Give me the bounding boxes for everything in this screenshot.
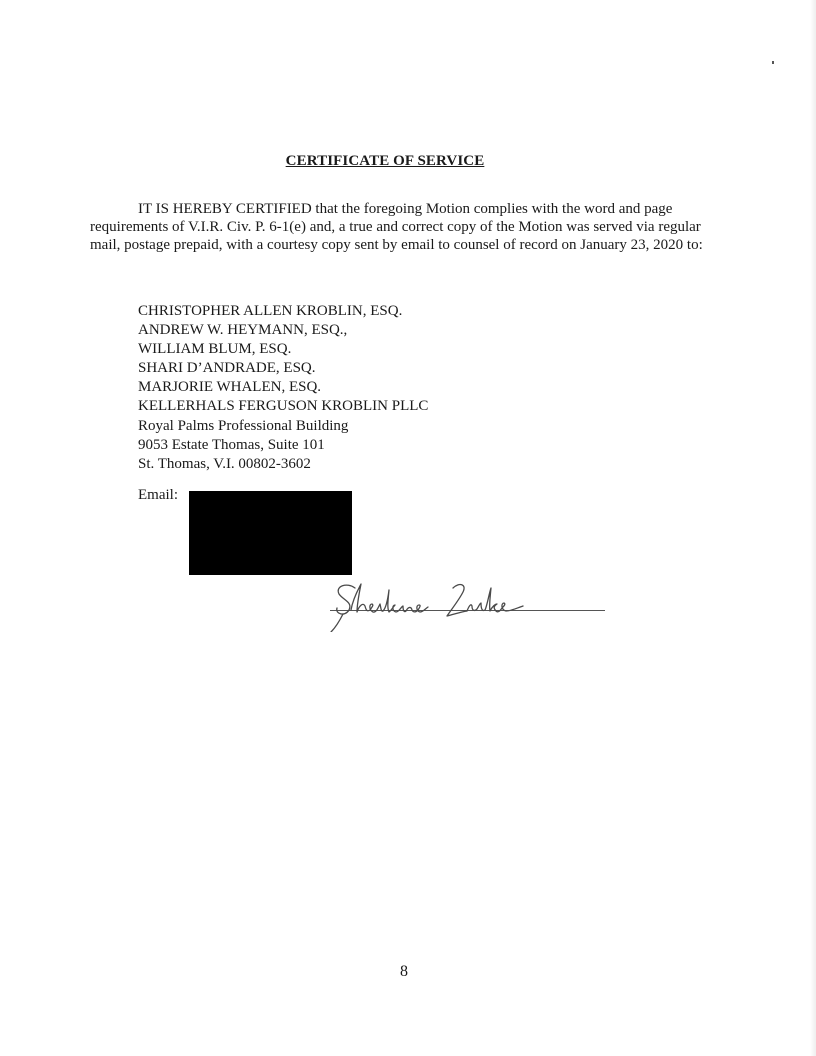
recipient-line: CHRISTOPHER ALLEN KROBLIN, ESQ. bbox=[138, 303, 403, 319]
redaction-box bbox=[189, 491, 352, 575]
email-label: Email: bbox=[138, 487, 178, 503]
scan-edge bbox=[810, 0, 816, 1056]
recipient-line: WILLIAM BLUM, ESQ. bbox=[138, 341, 292, 358]
recipient-line: 9053 Estate Thomas, Suite 101 bbox=[138, 436, 325, 453]
certificate-title: CERTIFICATE OF SERVICE bbox=[285, 153, 485, 169]
page-number: 8 bbox=[400, 963, 408, 980]
scan-speck bbox=[772, 61, 774, 64]
recipient-line: KELLERHALS FERGUSON KROBLIN PLLC bbox=[138, 398, 429, 415]
certification-paragraph bbox=[90, 200, 720, 254]
signature-image bbox=[325, 570, 585, 632]
recipient-line: MARJORIE WHALEN, ESQ. bbox=[138, 379, 322, 396]
recipient-line: Royal Palms Professional Building bbox=[138, 417, 349, 434]
recipient-address-block bbox=[138, 302, 428, 474]
recipient-line: SHARI D’ANDRADE, ESQ. bbox=[138, 360, 316, 377]
certification-text: IT IS HEREBY CERTIFIED that the foregoing Motion complies with the word and page requirements of V.I.R. Civ. P. 6-1(e) and, a true and correct copy of the Motion was served via regular mail, postage prepaid, with a courtesy copy sent by email to counsel of record on January 23, 2020 to: bbox=[90, 201, 703, 253]
recipient-line: St. Thomas, V.I. 00802-3602 bbox=[138, 455, 311, 472]
recipient-line: ANDREW W. HEYMANN, ESQ., bbox=[138, 322, 348, 339]
email-row bbox=[138, 486, 178, 504]
